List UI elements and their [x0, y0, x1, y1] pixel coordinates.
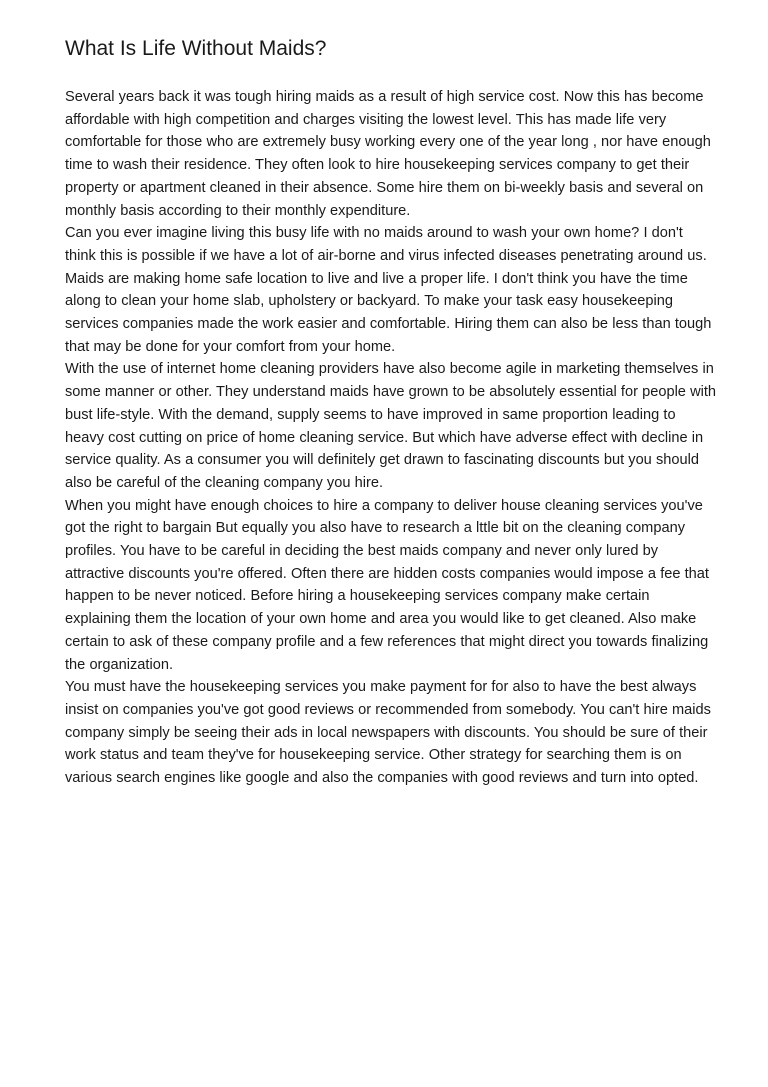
paragraph-1: Several years back it was tough hiring maids as a result of high service cost. Now this has become affordable with high competition and charges visiting the lowest level. This has made life very comfortable for those who are extremely busy working every one of the year long , nor have enough time to wash their residence. They often look to hire housekeeping services company to get their property or apartment cleaned in their absence. Some hire them on bi-weekly basis and several on monthly basis according to their monthly expenditure. [65, 89, 711, 219]
paragraph-5: You must have the housekeeping services you make payment for for also to have the best always insist on companies you've got good reviews or recommended from somebody. You can't hire maids company simply be seeing their ads in local newspapers with discounts. You should be sure of their work status and team they've for housekeeping service. Other strategy for searching them is on various search engines like google and also the companies with good reviews and turn into opted. [65, 679, 711, 787]
paragraph-2: Can you ever imagine living this busy life with no maids around to wash your own home? I don't think this is possible if we have a lot of air-borne and virus infected diseases penetrating around us. Maids are making home safe location to live and live a proper life. I don't think you have the time along to clean your home slab, upholstery or backyard. To make your task easy housekeeping services companies made the work easier and comfortable. Hiring them can also be less than tough that may be done for your comfort from your home. [65, 225, 712, 355]
paragraph-3: With the use of internet home cleaning providers have also become agile in marketing themselves in some manner or other. They understand maids have grown to be absolutely essential for people with bust life-style. With the demand, supply seems to have improved in same proportion leading to heavy cost cutting on price of home cleaning service. But which have adverse effect with decline in service quality. As a consumer you will definitely get drawn to fascinating discounts but you should also be careful of the cleaning company you hire. [65, 361, 717, 491]
paragraph-4: When you might have enough choices to hire a company to deliver house cleaning services you've got the right to bargain But equally you also have to research a lttle bit on the cleaning company profiles. You have to be careful in deciding the best maids company and never only lured by attractive discounts you're offered. Often there are hidden costs companies would impose a fee that happen to be never noticed. Before hiring a housekeeping services company make certain explaining them the location of your own home and area you would like to get cleaned. Also make certain to ask of these company profile and a few references that might direct you towards finalizing the organization. [65, 497, 709, 673]
document-page [65, 36, 717, 790]
document-title: What Is Life Without Maids? [65, 37, 327, 60]
